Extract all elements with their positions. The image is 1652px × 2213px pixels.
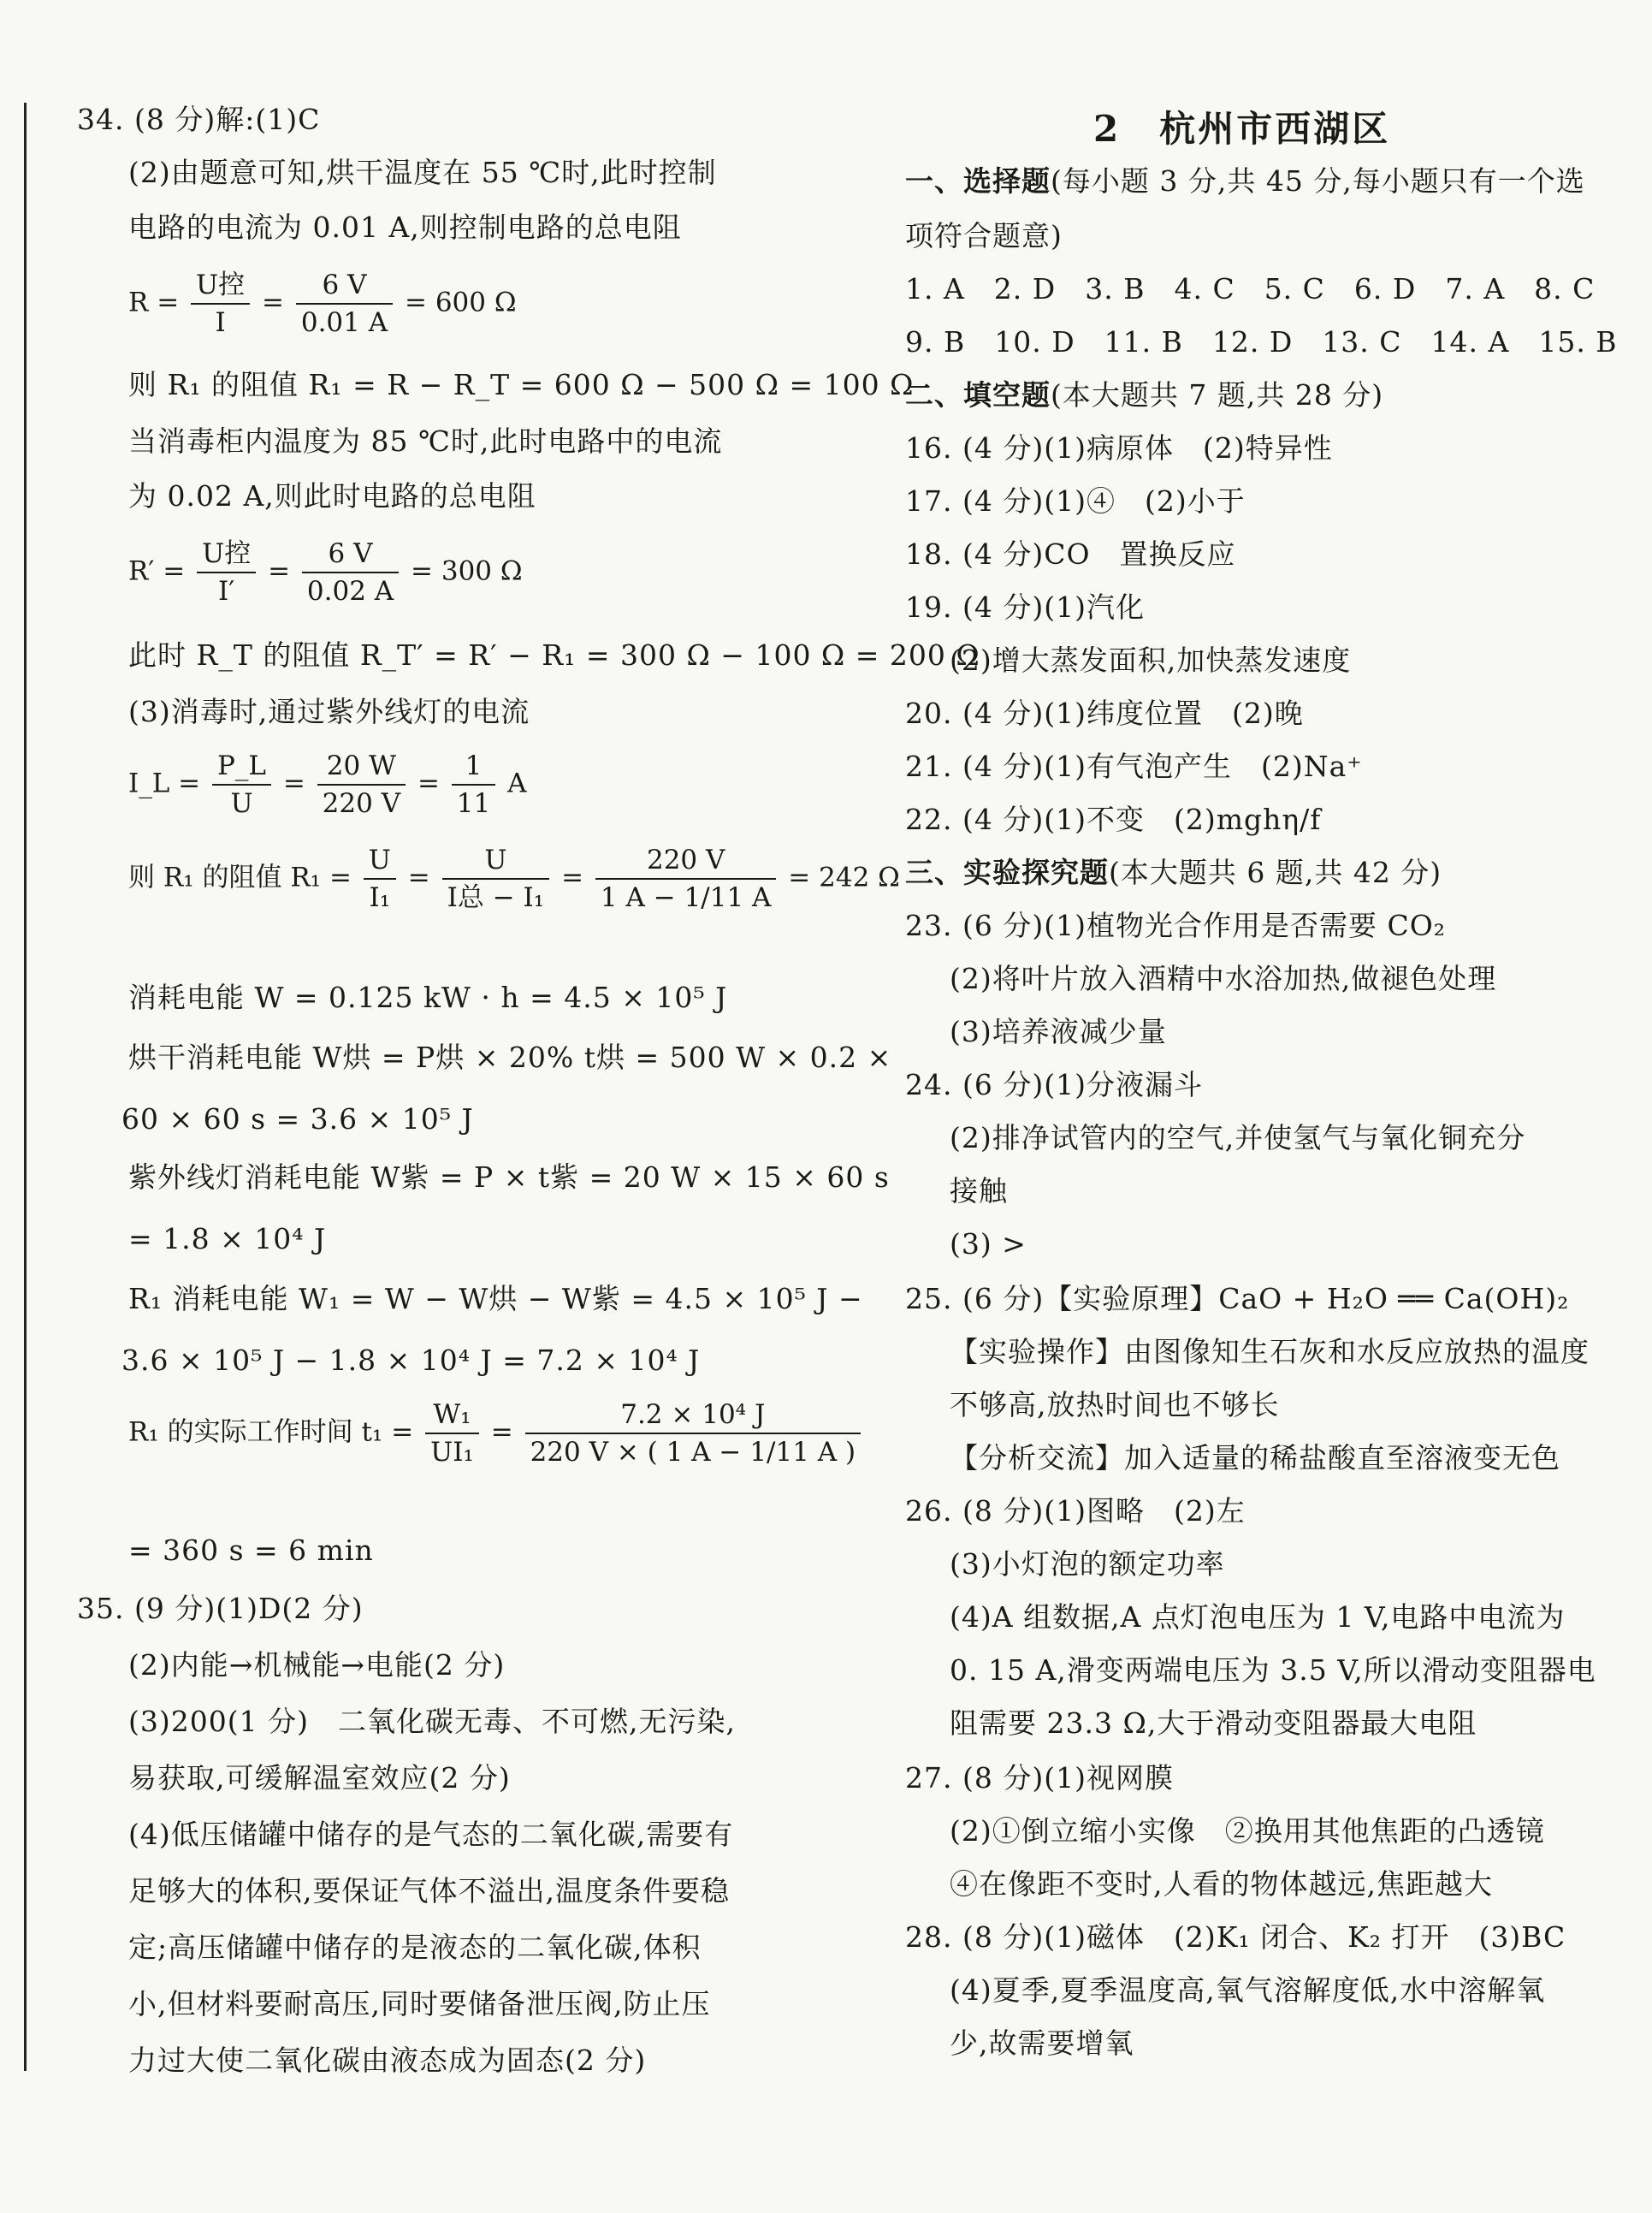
q35-line-8: 小,但材料要耐高压,同时要储备泄压阀,防止压 [128, 1987, 711, 2020]
eq1-rhs: = 600 Ω [404, 287, 517, 318]
answer-24-d: (3) > [950, 1227, 1027, 1261]
equation-work-time: R₁ 的实际工作时间 t₁ = $\frac{\text{W₁}}{\text{UI₁}}$ = $\frac{\text{7.2 × 10⁴ J}}{220 V \times ( 1 A - 1/11 A )}$ [128, 1398, 864, 1468]
equation-lamp-current: I_L = $\frac{P\_L}{U}$ = $\frac{20 W}{220 V}$ = $\frac{1}{11}$ A [128, 751, 527, 819]
q35-line-6: 足够大的体积,要保证气体不溢出,温度条件要稳 [128, 1874, 730, 1907]
answer-27-c: ④在像距不变时,人看的物体越远,焦距越大 [950, 1867, 1493, 1901]
q34-line-16: = 360 s = 6 min [128, 1534, 374, 1567]
answer-17: 17. (4 分)(1)④ (2)小于 [905, 484, 1246, 518]
answer-25-b: 【实验操作】由图像知生石灰和水反应放热的温度 [950, 1335, 1590, 1368]
eq4-frac-2: $\frac{U}{\text{I总 − I₁}}$ [442, 844, 550, 914]
q34-line-9: 消耗电能 W = 0.125 kW · h = 4.5 × 10⁵ J [128, 981, 728, 1014]
q34-line-4: 则 R₁ 的阻值 R₁ = R − R_T = 600 Ω − 500 Ω = 100 Ω [128, 368, 915, 401]
answer-24: 24. (6 分)(1)分液漏斗 [905, 1068, 1203, 1101]
eq3-frac-1: $\frac{P\_L}{U}$ [212, 750, 271, 820]
eq4-frac-1: $\frac{U}{\text{I₁}}$ [364, 844, 396, 914]
answer-25: 25. (6 分)【实验原理】CaO + H₂O ══ Ca(OH)₂ [905, 1282, 1570, 1315]
answer-19: 19. (4 分)(1)汽化 [905, 590, 1145, 624]
answer-27: 27. (8 分)(1)视网膜 [905, 1761, 1174, 1795]
eq3-rhs: A [507, 768, 527, 799]
section-1-note: 项符合题意) [905, 219, 1063, 252]
q34-line-11: 60 × 60 s = 3.6 × 10⁵ J [121, 1102, 474, 1136]
eq4-rhs: = 242 Ω [788, 862, 900, 893]
answer-18: 18. (4 分)CO 置换反应 [905, 537, 1236, 571]
section-3-heading: 三、实验探究题(本大题共 6 题,共 42 分) [905, 856, 1442, 889]
q34-line-3: 电路的电流为 0.01 A,则控制电路的总电阻 [128, 211, 682, 244]
eq5-lhs: R₁ 的实际工作时间 t₁ = [128, 1416, 414, 1448]
equation-total-resistance-2: R′ = $\frac{\text{U控}}{I'}$ = $\frac{6 V}{0.02 A}$ = 300 Ω [128, 538, 523, 607]
eq1-lhs: R = [128, 287, 180, 318]
q35-line-2: (2)内能→机械能→电能(2 分) [128, 1648, 506, 1682]
q35-line-7: 定;高压储罐中储存的是液态的二氧化碳,体积 [128, 1931, 702, 1964]
answer-28-c: 少,故需要增氧 [950, 2026, 1134, 2060]
q35-line-5: (4)低压储罐中储存的是气态的二氧化碳,需要有 [128, 1818, 734, 1851]
answer-19-b: (2)增大蒸发面积,加快蒸发速度 [950, 644, 1352, 677]
section-1-heading: 一、选择题(每小题 3 分,共 45 分,每小题只有一个选 [905, 164, 1585, 198]
eq3-frac-3: $\frac{1}{11}$ [452, 750, 495, 820]
q35-line-3: (3)200(1 分) 二氧化碳无毒、不可燃,无污染, [128, 1705, 736, 1738]
answer-26-e: 阻需要 23.3 Ω,大于滑动变阻器最大电阻 [950, 1706, 1477, 1740]
q34-line-6: 为 0.02 A,则此时电路的总电阻 [128, 479, 536, 513]
q34-line-8: (3)消毒时,通过紫外线灯的电流 [128, 695, 530, 728]
answer-24-b: (2)排净试管内的空气,并使氢气与氧化铜充分 [950, 1121, 1526, 1154]
answer-22: 22. (4 分)(1)不变 (2)mghη/f [905, 803, 1322, 836]
eq2-lhs: R′ = [128, 555, 186, 587]
equation-total-resistance: R = $\frac{\text{U控}}{I}$ = $\frac{6 V}{0.01 A}$ = 600 Ω [128, 270, 517, 338]
eq5-frac-2: $\frac{\text{7.2 × 10⁴ J}}{220 V \times ( 1 A - 1/11 A )}$ [525, 1398, 862, 1468]
q34-line-13: = 1.8 × 10⁴ J [128, 1222, 327, 1255]
q34-line-10: 烘干消耗电能 W烘 = P烘 × 20% t烘 = 500 W × 0.2 × [128, 1041, 892, 1074]
section-2-heading: 二、填空题(本大题共 7 题,共 28 分) [905, 378, 1384, 412]
eq4-frac-3: $\frac{220 V}{1 A - 1/11 A}$ [595, 844, 777, 914]
eq5-frac-1: $\frac{\text{W₁}}{\text{UI₁}}$ [425, 1398, 479, 1468]
q35-line-9: 力过大使二氧化碳由液态成为固态(2 分) [128, 2044, 647, 2077]
answer-27-b: (2)①倒立缩小实像 ②换用其他焦距的凸透镜 [950, 1814, 1545, 1848]
q35-line-4: 易获取,可缓解温室效应(2 分) [128, 1761, 511, 1795]
q34-line-1: 34. (8 分)解:(1)C [77, 103, 321, 136]
section-title: 2 杭州市西湖区 [1093, 108, 1391, 150]
answer-25-c: 不够高,放热时间也不够长 [950, 1388, 1280, 1421]
answer-26-b: (3)小灯泡的额定功率 [950, 1547, 1225, 1581]
answer-23-c: (3)培养液减少量 [950, 1015, 1167, 1048]
eq2-rhs: = 300 Ω [411, 555, 523, 587]
eq3-frac-2: $\frac{20 W}{220 V}$ [317, 750, 406, 820]
answer-25-d: 【分析交流】加入适量的稀盐酸直至溶液变无色 [950, 1441, 1560, 1474]
answers-row-1: 1. A 2. D 3. B 4. C 5. C 6. D 7. A 8. C [905, 272, 1596, 306]
answer-26: 26. (8 分)(1)图略 (2)左 [905, 1494, 1246, 1528]
answer-26-d: 0. 15 A,滑变两端电压为 3.5 V,所以滑动变阻器电 [950, 1653, 1596, 1687]
q35-line-1: 35. (9 分)(1)D(2 分) [77, 1592, 364, 1625]
answer-23: 23. (6 分)(1)植物光合作用是否需要 CO₂ [905, 909, 1446, 942]
answer-28: 28. (8 分)(1)磁体 (2)K₁ 闭合、K₂ 打开 (3)BC [905, 1920, 1566, 1954]
eq2-frac-1: $\frac{\text{U控}}{I'}$ [197, 537, 256, 608]
eq1-frac-2: $\frac{6 V}{0.01 A}$ [296, 269, 393, 339]
q34-line-15: 3.6 × 10⁵ J − 1.8 × 10⁴ J = 7.2 × 10⁴ J [121, 1344, 701, 1377]
answer-21: 21. (4 分)(1)有气泡产生 (2)Na⁺ [905, 750, 1363, 783]
eq3-lhs: I_L = [128, 768, 201, 799]
answer-24-c: 接触 [950, 1174, 1008, 1207]
eq4-lhs: 则 R₁ 的阻值 R₁ = [128, 862, 352, 893]
answer-28-b: (4)夏季,夏季温度高,氧气溶解度低,水中溶解氧 [950, 1973, 1546, 2007]
q34-line-7: 此时 R_T 的阻值 R_T′ = R′ − R₁ = 300 Ω − 100 Ω = 200 Ω [128, 638, 980, 672]
answer-23-b: (2)将叶片放入酒精中水浴加热,做褪色处理 [950, 962, 1497, 995]
equation-r1-resistance: 则 R₁ 的阻值 R₁ = $\frac{U}{\text{I₁}}$ = $\frac{U}{\text{I总 − I₁}}$ = $\frac{220 V}{1 A - 1/11 A}$ = 242 Ω [128, 845, 900, 913]
answer-20: 20. (4 分)(1)纬度位置 (2)晚 [905, 697, 1304, 730]
eq1-frac-1: $\frac{\text{U控}}{I}$ [191, 269, 250, 339]
q34-line-2: (2)由题意可知,烘干温度在 55 ℃时,此时控制 [128, 156, 717, 189]
eq2-frac-2: $\frac{6 V}{0.02 A}$ [302, 537, 399, 608]
q34-line-5: 当消毒柜内温度为 85 ℃时,此时电路中的电流 [128, 424, 723, 458]
answer-26-c: (4)A 组数据,A 点灯泡电压为 1 V,电路中电流为 [950, 1600, 1566, 1634]
answer-16: 16. (4 分)(1)病原体 (2)特异性 [905, 431, 1333, 465]
q34-line-12: 紫外线灯消耗电能 W紫 = P × t紫 = 20 W × 15 × 60 s [128, 1160, 890, 1194]
page-margin-rule [24, 103, 27, 2071]
answers-row-2: 9. B 10. D 11. B 12. D 13. C 14. A 15. B [905, 325, 1618, 359]
q34-line-14: R₁ 消耗电能 W₁ = W − W烘 − W紫 = 4.5 × 10⁵ J − [128, 1282, 863, 1315]
